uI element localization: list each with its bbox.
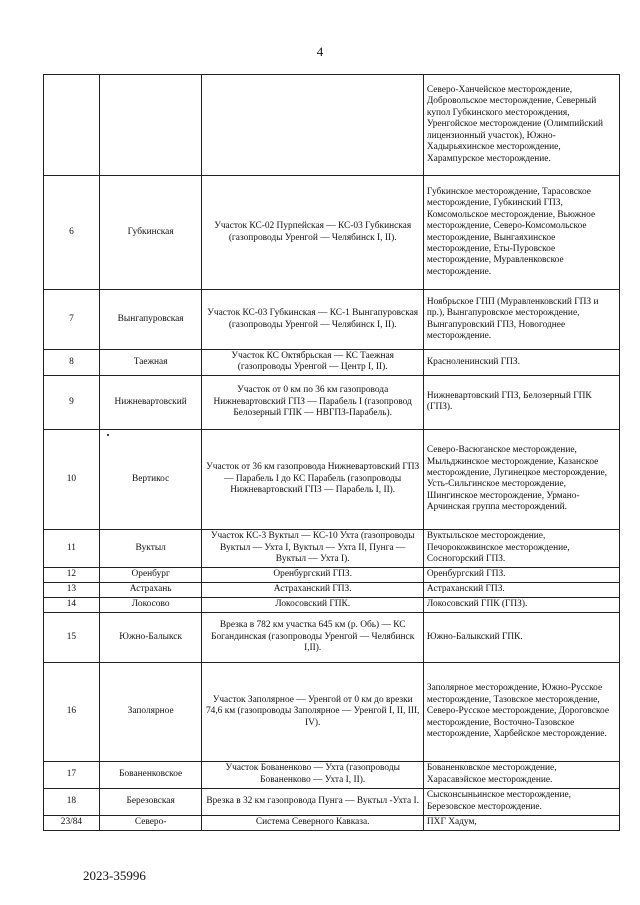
- point-name: Заполярное: [99, 662, 202, 761]
- table-row: [44, 597, 620, 612]
- pipeline-section: Врезка в 782 км участка 645 км (р. Обь) — КС Богандинская (газопроводы Уренгой — Челябинск I,II).: [202, 612, 423, 662]
- pipeline-section: Участок КС Октябрьская — КС Таежная (газопроводы Уренгой — Центр I, II).: [202, 350, 423, 376]
- row-number: 8: [44, 350, 100, 376]
- point-name: Оренбург: [99, 567, 202, 582]
- gas-sources: Локосовский ГПК (ГПЗ).: [423, 597, 619, 612]
- row-number: 13: [44, 582, 100, 597]
- pipeline-section: Участок КС-02 Пурпейская — КС-03 Губкинская (газопроводы Уренгой — Челябинск I, II).: [202, 176, 423, 290]
- row-number: 12: [44, 567, 100, 582]
- gas-points-table: [43, 74, 620, 831]
- table-row: [44, 75, 620, 176]
- gas-sources: Северо-Ханчейское месторождение, Добровольское месторождение, Северный купол Губкинского месторождения, Уренгойское месторождение (Олимпийский лицензионный участок), Южно-Хадырьяхинское месторождение, Харампурское месторождение.: [423, 75, 619, 176]
- row-number: 23/84: [44, 815, 100, 830]
- point-name: Южно-Балыкск: [99, 612, 202, 662]
- gas-sources: Вуктыльское месторождение, Печорокожвинское месторождение, Сосногорский ГПЗ.: [423, 529, 619, 567]
- pipeline-section: Участок от 36 км газопровода Нижневартовский ГПЗ — Парабель I до КС Парабель (газопроводы Нижневартовский ГПЗ — Парабель I, II).: [202, 429, 423, 529]
- point-name: Березовская: [99, 788, 202, 815]
- point-name: Локосово: [99, 597, 202, 612]
- table-row: [44, 429, 620, 529]
- gas-sources: Оренбургский ГПЗ.: [423, 567, 619, 582]
- table-row: [44, 567, 620, 582]
- pipeline-section: Участок Бованенково — Ухта (газопроводы Бованенково — Ухта I, II).: [202, 761, 423, 788]
- pipeline-section: Участок Заполярное — Уренгой от 0 км до врезки 74,6 км (газопроводы Заполярное — Уренгой I, II, III, IV).: [202, 662, 423, 761]
- pipeline-section: Астраханский ГПЗ.: [202, 582, 423, 597]
- row-number: 11: [44, 529, 100, 567]
- point-name: Северо-: [99, 815, 202, 830]
- pipeline-section: Участок КС-03 Губкинская — КС-1 Вынгапуровская (газопроводы Уренгой — Челябинск I, II).: [202, 290, 423, 350]
- table-row: [44, 662, 620, 761]
- row-number: 6: [44, 176, 100, 290]
- gas-sources: Бованенковское месторождение, Харасавэйское месторождение.: [423, 761, 619, 788]
- row-number: 14: [44, 597, 100, 612]
- row-number: [44, 75, 100, 176]
- table-row: [44, 788, 620, 815]
- document-code: 2023-35996: [83, 868, 146, 883]
- table-row: [44, 375, 620, 429]
- table-row: [44, 176, 620, 290]
- gas-sources: Губкинское месторождение, Тарасовское месторождение, Губкинский ГПЗ, Комсомольское месторождение, Вьюжное месторождение, Северо-Комсомольское месторождение, Вынгаяхинское месторождение, Еты-Пуровское месторождение, Муравленковское месторождение.: [423, 176, 619, 290]
- gas-sources: Северо-Васюганское месторождение, Мыльджинское месторождение, Казанское месторождение, Лугинецкое месторождение, Усть-Сильгинское месторождение, Шингинское месторождение, Урмано-Арчинская группа месторождений.: [423, 429, 619, 529]
- gas-sources: Южно-Балыкский ГПК.: [423, 612, 619, 662]
- point-name: Астрахань: [99, 582, 202, 597]
- pipeline-section: Участок от 0 км по 36 км газопровода Нижневартовский ГПЗ — Парабель I (газопровод Белозерный ГПК — НВГПЗ-Парабель).: [202, 375, 423, 429]
- row-number: 9: [44, 375, 100, 429]
- point-name: Нижневартовский: [99, 375, 202, 429]
- scan-speck: [107, 434, 109, 436]
- gas-sources: Нижневартовский ГПЗ, Белозерный ГПК (ГПЗ).: [423, 375, 619, 429]
- gas-sources: Сысконсыньинское месторождение, Березовское месторождение.: [423, 788, 619, 815]
- table-row: [44, 290, 620, 350]
- table-row: [44, 761, 620, 788]
- point-name: Вертикос: [99, 429, 202, 529]
- table-row: [44, 529, 620, 567]
- point-name: Таежная: [99, 350, 202, 376]
- pipeline-section: Система Северного Кавказа.: [202, 815, 423, 830]
- row-number: 16: [44, 662, 100, 761]
- point-name: Губкинская: [99, 176, 202, 290]
- row-number: 18: [44, 788, 100, 815]
- table-row: [44, 582, 620, 597]
- gas-sources: Астраханский ГПЗ.: [423, 582, 619, 597]
- page-number: 4: [316, 44, 324, 59]
- pipeline-section: Оренбургский ГПЗ.: [202, 567, 423, 582]
- point-name: Вынгапуровская: [99, 290, 202, 350]
- row-number: 10: [44, 429, 100, 529]
- gas-sources: ПХГ Хадум,: [423, 815, 619, 830]
- point-name: Вуктыл: [99, 529, 202, 567]
- pipeline-section: Локосовский ГПК.: [202, 597, 423, 612]
- gas-sources: Ноябрьское ГПП (Муравленковский ГПЗ и пр.), Вынгапуровское месторождение, Вынгапуровский ГПЗ, Новогоднее месторождение.: [423, 290, 619, 350]
- point-name: [99, 75, 202, 176]
- table-row: [44, 815, 620, 830]
- pipeline-section: [202, 75, 423, 176]
- pipeline-section: Участок КС-3 Вуктыл — КС-10 Ухта (газопроводы Вуктыл — Ухта I, Вуктыл — Ухта II, Пунга — Вуктыл — Ухта I).: [202, 529, 423, 567]
- row-number: 7: [44, 290, 100, 350]
- table-row: [44, 612, 620, 662]
- gas-sources: Красноленинский ГПЗ.: [423, 350, 619, 376]
- gas-sources: Заполярное месторождение, Южно-Русское месторождение, Тазовское месторождение, Северо-Русское месторождение, Дороговское месторождение, Восточно-Тазовское месторождение, Харбейское месторождение.: [423, 662, 619, 761]
- pipeline-section: Врезка в 32 км газопровода Пунга — Вуктыл -Ухта I.: [202, 788, 423, 815]
- row-number: 17: [44, 761, 100, 788]
- point-name: Бованенковское: [99, 761, 202, 788]
- table-row: [44, 350, 620, 376]
- row-number: 15: [44, 612, 100, 662]
